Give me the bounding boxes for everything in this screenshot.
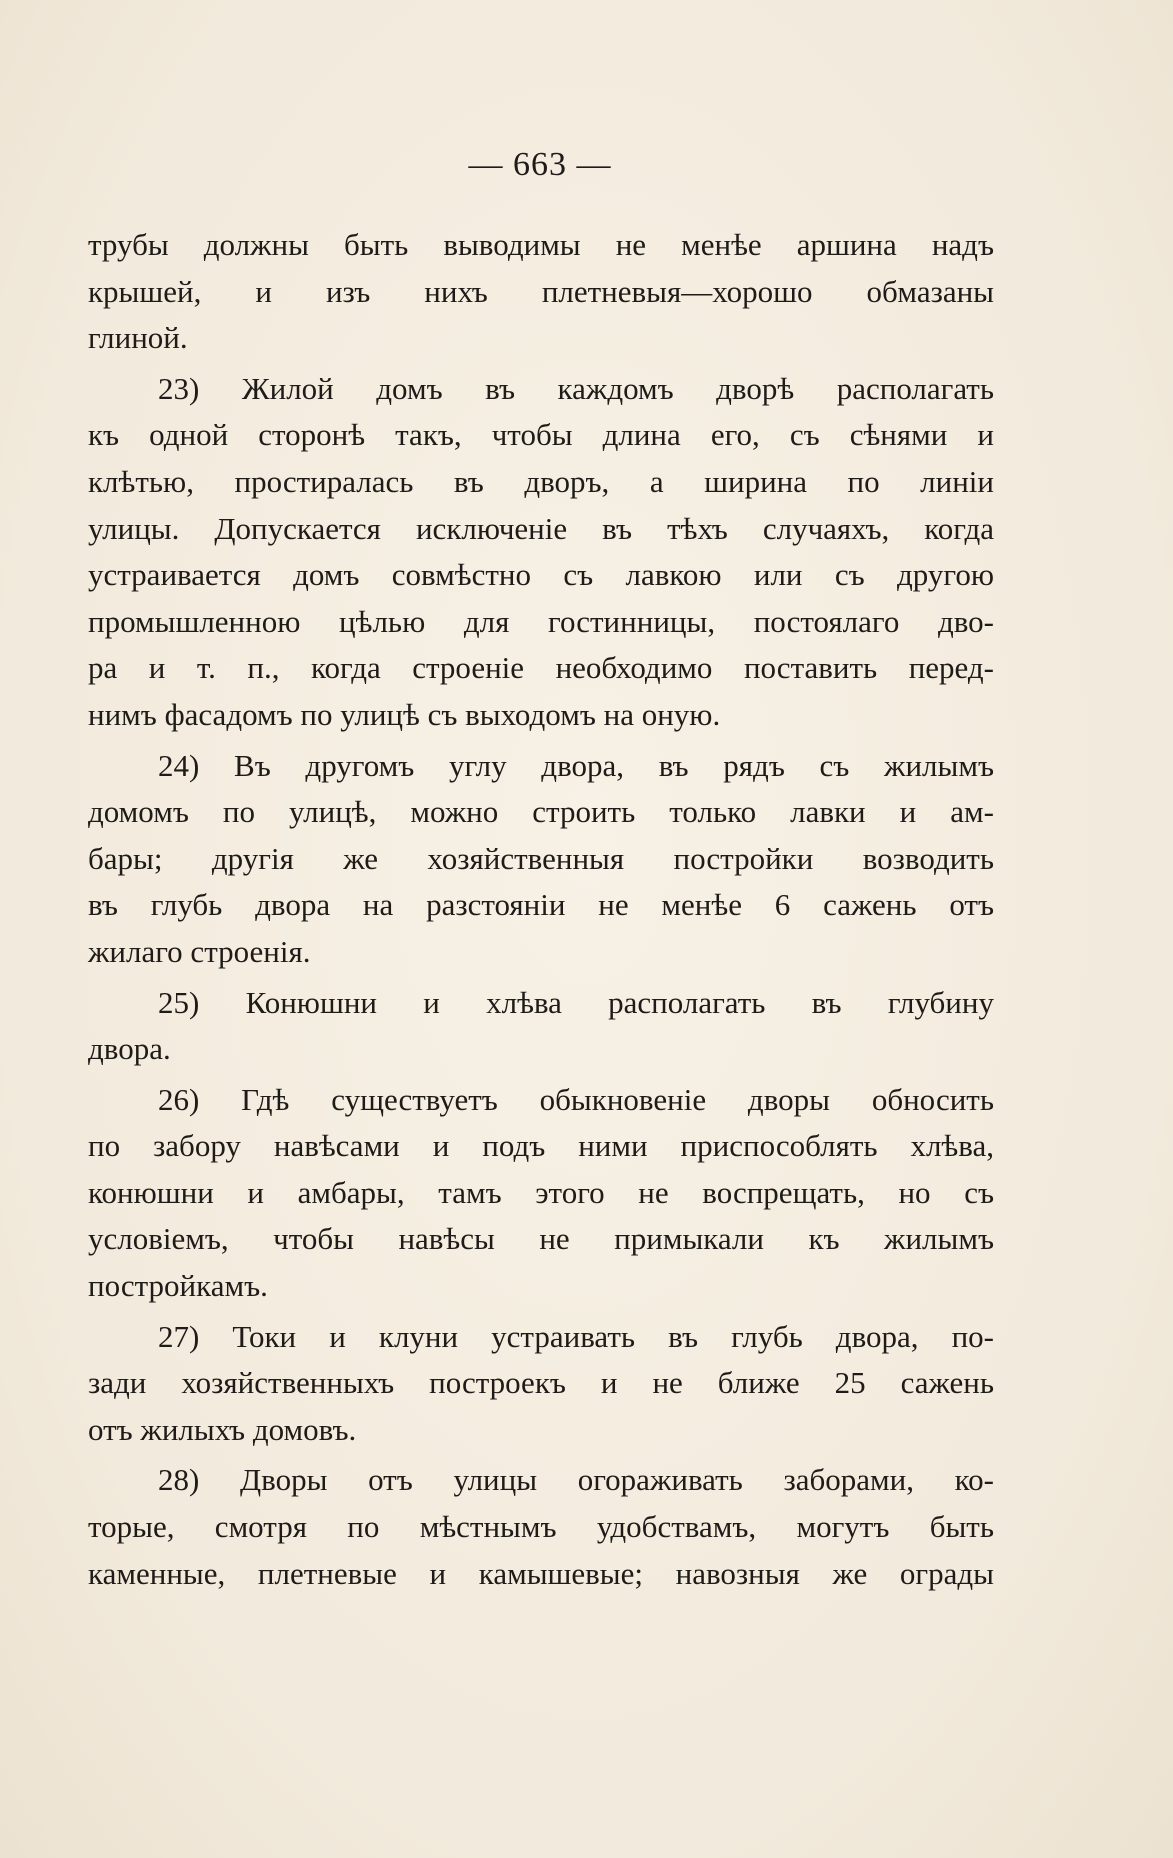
text-line: крышей, и изъ нихъ плетневыя—хорошо обмазаны — [88, 273, 994, 309]
text-line: зади хозяйственныхъ построекъ и не ближе 25 сажень — [88, 1365, 994, 1401]
paragraph-27 — [88, 1314, 994, 1454]
text-line: улицы. Допускается исключеніе въ тѣхъ случаяхъ, когда — [88, 510, 994, 546]
text-line: глиной. — [88, 320, 188, 356]
text-line: каменные, плетневые и камышевые; навозныя же ограды — [88, 1555, 994, 1591]
text-line: условіемъ, чтобы навѣсы не примыкали къ жилымъ — [88, 1221, 994, 1257]
text-line: 24) Въ другомъ углу двора, въ рядъ съ жилымъ — [158, 747, 994, 783]
text-line: отъ жилыхъ домовъ. — [88, 1411, 357, 1447]
text-line: устраивается домъ совмѣстно съ лавкою или съ другою — [88, 557, 994, 593]
page-number: — 663 — — [468, 146, 612, 183]
text-line: жилаго строенія. — [88, 933, 311, 969]
text-line: домомъ по улицѣ, можно строить только лавки и ам- — [88, 794, 994, 830]
text-line: бары; другія же хозяйственныя постройки возводить — [88, 840, 994, 876]
body-text — [88, 222, 994, 1597]
text-line: 25) Конюшни и хлѣва располагать въ глубину — [158, 984, 994, 1020]
text-line: 26) Гдѣ существуетъ обыкновеніе дворы обносить — [158, 1081, 994, 1117]
text-line: торые, смотря по мѣстнымъ удобствамъ, могутъ быть — [88, 1509, 994, 1545]
text-line: промышленною цѣлью для гостинницы, постоялаго дво- — [88, 603, 994, 639]
text-line: 28) Дворы отъ улицы огораживать заборами, ко- — [158, 1462, 994, 1498]
text-line: по забору навѣсами и подъ ними приспособлять хлѣва, — [88, 1128, 994, 1164]
paragraph-23 — [88, 366, 994, 739]
text-line: двора. — [88, 1031, 171, 1067]
text-line: 23) Жилой домъ въ каждомъ дворѣ располагать — [158, 370, 994, 406]
text-line: въ глубь двора на разстояніи не менѣе 6 сажень отъ — [88, 887, 994, 923]
text-line: 27) Токи и клуни устраивать въ глубь двора, по- — [158, 1318, 994, 1354]
paragraph-26 — [88, 1077, 994, 1310]
text-line: постройкамъ. — [88, 1268, 268, 1304]
paragraph-24 — [88, 743, 994, 976]
paragraph-continuation — [88, 222, 994, 362]
text-line: къ одной сторонѣ такъ, чтобы длина его, съ сѣнями и — [88, 417, 994, 453]
text-line: трубы должны быть выводимы не менѣе аршина надъ — [88, 227, 994, 262]
paragraph-25 — [88, 980, 994, 1073]
text-line: ра и т. п., когда строеніе необходимо поставить перед- — [88, 650, 994, 686]
text-line: нимъ фасадомъ по улицѣ съ выходомъ на оную. — [88, 696, 721, 732]
paragraph-28 — [88, 1457, 994, 1597]
text-line: клѣтью, простиралась въ дворъ, а ширина по линіи — [88, 463, 994, 499]
text-line: конюшни и амбары, тамъ этого не воспрещать, но съ — [88, 1174, 994, 1210]
